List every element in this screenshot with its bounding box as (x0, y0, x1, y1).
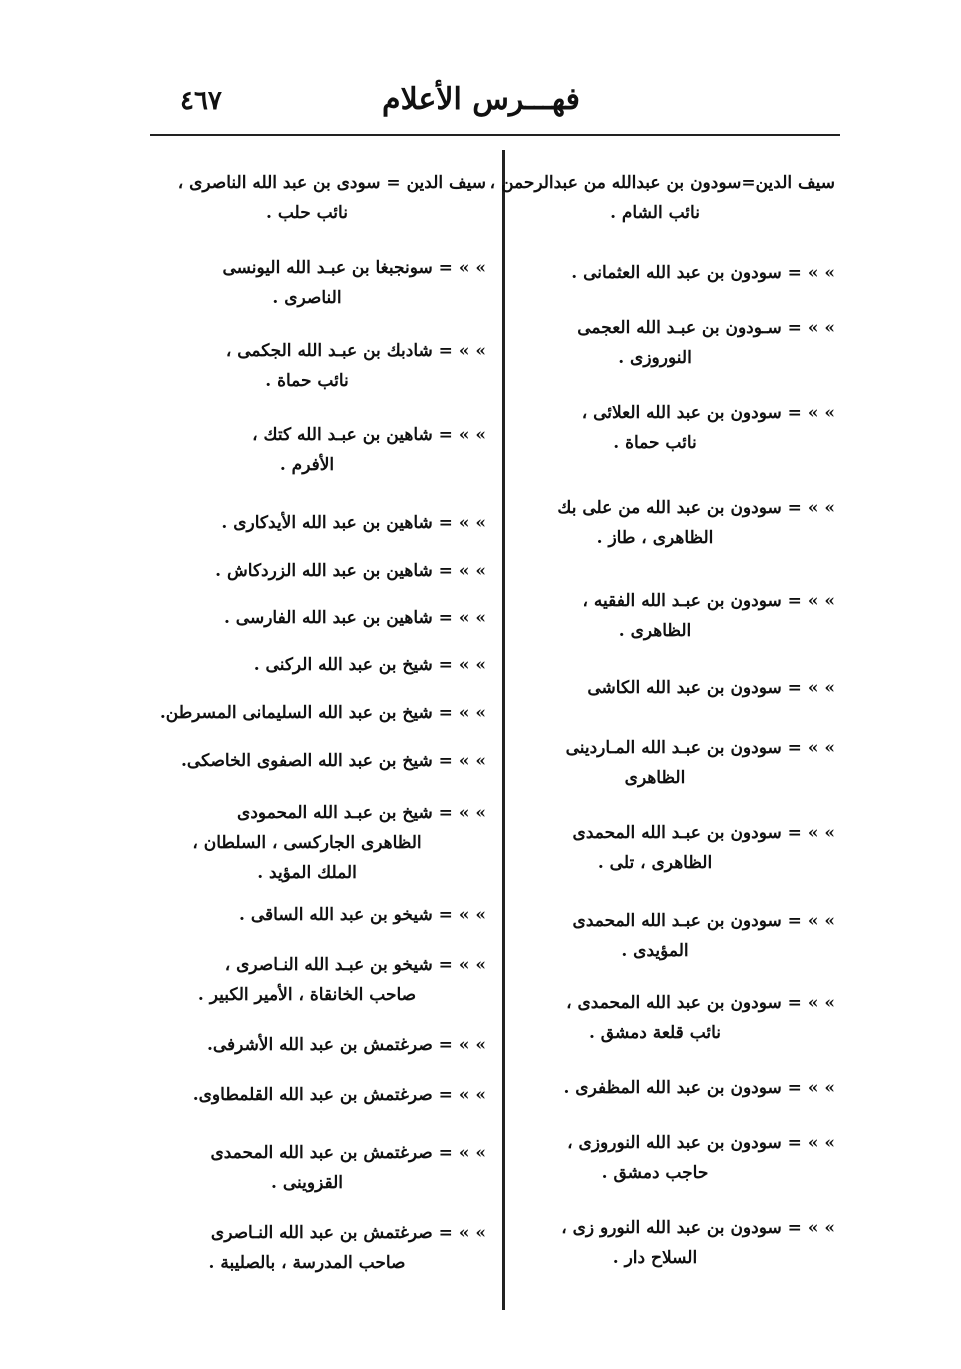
index-entry (168, 420, 486, 480)
entry-line: » » = سودون بن عبد الله النورو زى ، (561, 1218, 835, 1238)
index-entry (168, 1030, 486, 1060)
index-entry (168, 950, 486, 1010)
index-entry (168, 168, 486, 228)
entry-continuation: نائب قلعة دمشق . (588, 1023, 722, 1043)
entry-continuation: الظاهرى الجاركسى ، السلطان ، (192, 833, 422, 853)
index-entry (168, 603, 486, 633)
index-entry (515, 313, 835, 373)
entry-continuation: صاحب المدرسة ، بالصليبة . (208, 1253, 406, 1273)
entry-line: سيف الدين = سودى بن عبد الله الناصرى ، (177, 173, 486, 193)
index-entry (168, 508, 486, 538)
entry-line: » » = سودون بن عبد الله المحمدى ، (566, 993, 835, 1013)
entry-line: » » = شيخ بن عبد الله الصفوى الخاصكى. (180, 751, 486, 771)
index-entry (515, 258, 835, 288)
index-entry (168, 746, 486, 776)
index-entry (168, 798, 486, 888)
index-entry (515, 988, 835, 1048)
index-entry (159, 698, 486, 728)
entry-line: » » = سودون بن عبد الله العثمانى . (571, 263, 835, 283)
entry-continuation: المؤيدى . (621, 941, 689, 961)
index-entry (515, 818, 835, 878)
index-entry (515, 398, 835, 458)
entry-line: » » = صرغتمش بن عبد الله المحمدى (210, 1143, 486, 1163)
entry-continuation: الظاهرى ، طاز . (596, 528, 714, 548)
entry-line: » » = سودون بن عبـد الله المحمدى (572, 823, 835, 843)
entry-line: » » = سودون بن عبـد الله المحمدى (572, 911, 835, 931)
entry-continuation: النوروزى . (618, 348, 692, 368)
entry-continuation: القزوينى . (271, 1173, 343, 1193)
index-entry (168, 1138, 486, 1198)
entry-line: » » = شاهين بن عبـد الله كتك ، (252, 425, 486, 445)
entry-line: » » = صرغتمش بن عبد الله الأشرفى. (206, 1035, 486, 1055)
index-entry (515, 586, 835, 646)
index-entry (168, 650, 486, 680)
entry-continuation: نائب حماة . (265, 371, 349, 391)
index-entry (515, 906, 835, 966)
index-entry (168, 336, 486, 396)
entry-line: » » = شيخو بن عبـد الله النـاصرى ، (224, 955, 486, 975)
entry-line: » » = سودون بن عبـد الله المـاردينى (565, 738, 835, 758)
entry-continuation: نائب حلب . (266, 203, 348, 223)
running-head (150, 82, 810, 130)
entry-line: » » = سودون بن عبـد الله الفقيه ، (582, 591, 835, 611)
entry-line: » » = صرغتمش بن عبد الله القلمطاوى. (192, 1085, 486, 1105)
index-entry (168, 253, 486, 313)
entry-line: » » = سودون بن عبد الله النوروزى ، (567, 1133, 835, 1153)
index-entry (168, 1080, 486, 1110)
entry-line: » » = سـودون بن عبـد الله العجمى (577, 318, 835, 338)
entry-line: سيف الدين=سودون بن عبدالله من عبدالرحمن ، (489, 173, 835, 193)
page-title: فهـــرس الأعلام (382, 82, 580, 117)
index-entry (515, 493, 835, 553)
index-entry (168, 1218, 486, 1278)
index-entry (515, 733, 835, 793)
entry-line: » » = شيخ بن عبـد الله المحمودى (237, 803, 486, 823)
entry-line: » » = شاهين بن عبد الله الأيدكارى . (221, 513, 486, 533)
entry-continuation: الناصرى . (272, 288, 342, 308)
entry-continuation: نائب حماة . (613, 433, 697, 453)
page-number: ٤٦٧ (180, 86, 222, 116)
index-entry (489, 168, 835, 228)
index-entry (515, 673, 835, 703)
entry-continuation: نائب الشام . (610, 203, 700, 223)
entry-line: » » = شيخو بن عبد الله الساقى . (239, 905, 486, 925)
entry-continuation: الملك المؤيد . (257, 863, 357, 883)
index-entry (168, 900, 486, 930)
entry-continuation: الظاهرى . (618, 621, 692, 641)
entry-line: » » = شيخ بن عبد الله السليمانى المسرطن. (159, 703, 486, 723)
entry-line: » » = سودون بن عبد الله المظفرى . (563, 1078, 835, 1098)
index-entry (515, 1213, 835, 1273)
entry-line: » » = شادبك بن عبـد الله الجكمى ، (225, 341, 486, 361)
entry-line: » » = شيخ بن عبد الله الركنى . (253, 655, 486, 675)
index-entry (168, 556, 486, 586)
entry-continuation: الظاهرى ، تلى . (597, 853, 713, 873)
entry-line: » » = شاهين بن عبد الله الزردكاش . (215, 561, 486, 581)
column-divider (502, 150, 505, 1310)
index-entry (515, 1073, 835, 1103)
entry-line: » » = سودون بن عبد الله من على بك (557, 498, 835, 518)
entry-continuation: صاحب الخانقاة ، الأمير الكبير . (197, 985, 417, 1005)
entry-line: » » = صرغتمش بن عبد الله النـاصرى (210, 1223, 486, 1243)
entry-continuation: حاجب دمشق . (601, 1163, 709, 1183)
entry-continuation: الظاهرى (624, 768, 686, 788)
entry-continuation: الأفرم . (279, 455, 335, 475)
entry-line: » » = سودون بن عبد الله الكاشى (587, 678, 835, 698)
entry-line: » » = شاهين بن عبد الله الفارسى . (223, 608, 486, 628)
entry-line: » » = سودون بن عبد الله العلائى ، (581, 403, 835, 423)
entry-continuation: السلاح دار . (612, 1248, 698, 1268)
header-rule (150, 134, 840, 136)
index-entry (515, 1128, 835, 1188)
entry-line: » » = سونجبغا بن عبـد الله اليونسى (222, 258, 486, 278)
